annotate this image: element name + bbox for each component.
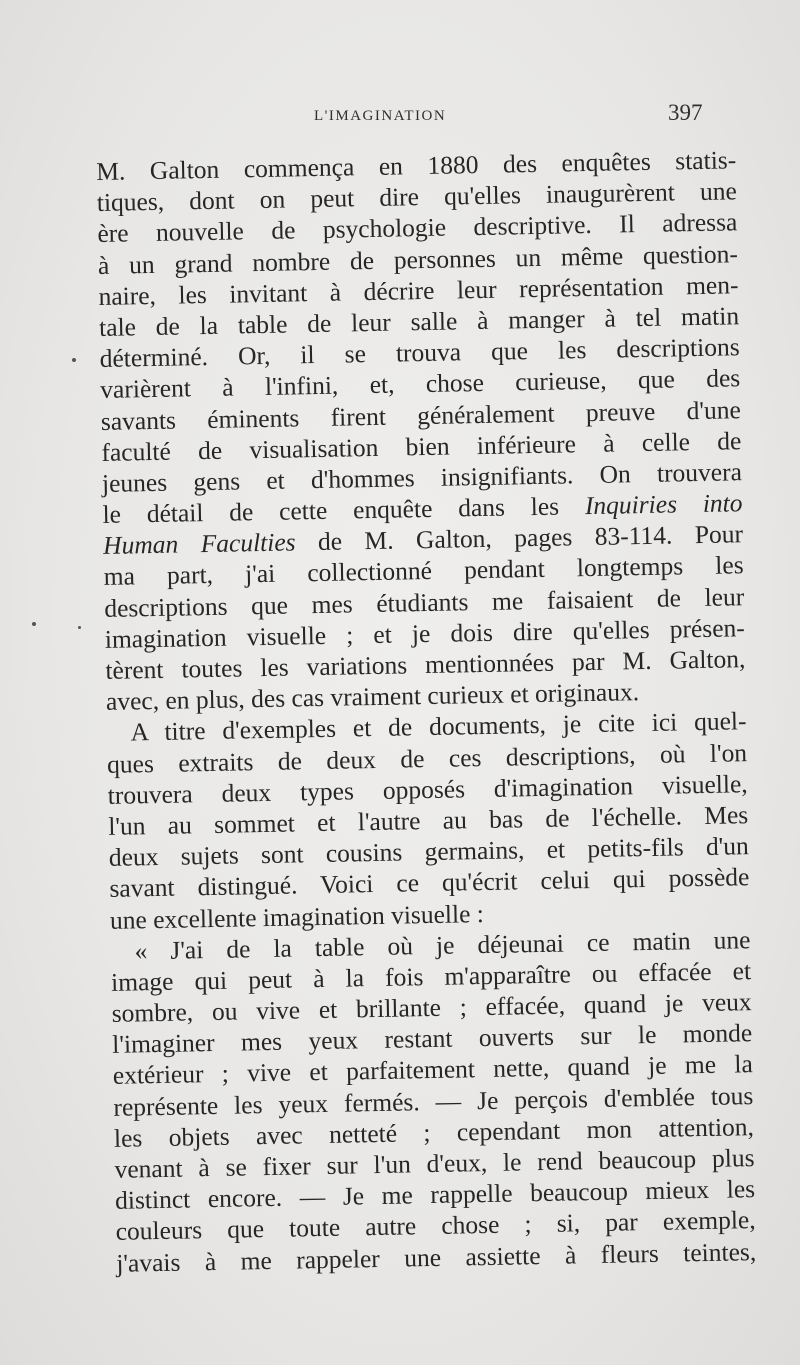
text-line: image qui peut à la fois m'apparaître ou effacée et	[110, 956, 752, 997]
text-line: tèrent toutes les variations mentionnées par M. Galton,	[105, 644, 746, 685]
text-line: « J'ai de la table où je déjeunai ce matin une	[134, 924, 751, 966]
text-line: varièrent à l'infini, et, chose curieuse, que des	[100, 363, 741, 405]
text-line: imagination visuelle ; et je dois dire qu'elles présen-	[104, 613, 746, 654]
text-line: sombre, ou vive et brillante ; effacée, quand je veux	[111, 987, 752, 1028]
text-line: venant à se fixer sur l'un d'eux, le rend beaucoup plus	[114, 1143, 755, 1184]
running-title: L'IMAGINATION	[314, 108, 447, 124]
text-line: deux sujets sont cousins germains, et petits-fils d'un	[108, 831, 750, 873]
text-line: faculté de visualisation bien inférieure à celle de	[101, 425, 742, 467]
book-title-italic: Inquiries into	[584, 488, 743, 521]
text-line: savants éminents firent généralement preuve d'une	[100, 394, 742, 436]
text-line: l'imaginer mes yeux restant ouverts sur le monde	[112, 1018, 753, 1060]
text-line: à un grand nombre de personnes un même question-	[97, 238, 739, 280]
text-line: distinct encore. — Je me rappelle beaucoup mieux les	[114, 1174, 756, 1216]
book-title-italic: Human Faculties	[102, 527, 296, 561]
ink-speck	[72, 358, 76, 362]
text-line: j'avais à me rappeler une assiette à fleurs teintes,	[116, 1236, 757, 1278]
text-line: les objets avec netteté ; cependant mon attention,	[113, 1111, 755, 1153]
text-line: tale de la table de leur salle à manger à tel matin	[98, 301, 740, 342]
text-line: tiques, dont on peut dire qu'elles inaugurèrent une	[96, 176, 738, 218]
text-line: savant distingué. Voici ce qu'écrit celui qui possède	[109, 862, 750, 904]
line-text: de M. Galton, pages 83-114. Pour	[295, 519, 744, 557]
text-line: représente les yeux fermés. — Je perçois d'emblée tous	[113, 1080, 754, 1122]
text-line: A titre d'exemples et de documents, je cite ici quel-	[130, 706, 747, 747]
text-line: descriptions que mes étudiants me faisaient de leur	[104, 581, 745, 623]
text-line: l'un au sommet et l'autre au bas de l'échelle. Mes	[108, 800, 749, 841]
text-line: déterminé. Or, il se trouva que les descriptions	[99, 332, 740, 374]
body-text	[96, 144, 756, 1278]
text-line: M. Galton commença en 1880 des enquêtes statis-	[96, 145, 737, 186]
text-line: extérieur ; vive et parfaitement nette, quand je me la	[112, 1049, 754, 1091]
text-line: jeunes gens et d'hommes insignifiants. On trouvera	[101, 457, 743, 498]
text-line: ques extraits de deux de ces descriptions, où l'on	[106, 737, 748, 779]
text-line: ma part, j'ai collectionné pendant longtemps les	[103, 550, 744, 592]
line-text: le détail de cette enquête dans les	[102, 491, 586, 529]
text-line: avec, en plus, des cas vraiment curieux et originaux.	[105, 677, 640, 717]
ink-speck	[78, 626, 81, 629]
text-line: une excellente imagination visuelle :	[109, 898, 485, 935]
text-line: couleurs que toute autre chose ; si, par exemple,	[115, 1205, 756, 1247]
text-line: ère nouvelle de psychologie descriptive. Il adressa	[97, 207, 738, 249]
text-line: naire, les invitant à décrire leur représentation men-	[98, 270, 739, 311]
ink-speck	[32, 622, 36, 626]
page-number: 397	[668, 100, 703, 125]
text-line: trouvera deux types opposés d'imagination visuelle,	[107, 768, 748, 810]
